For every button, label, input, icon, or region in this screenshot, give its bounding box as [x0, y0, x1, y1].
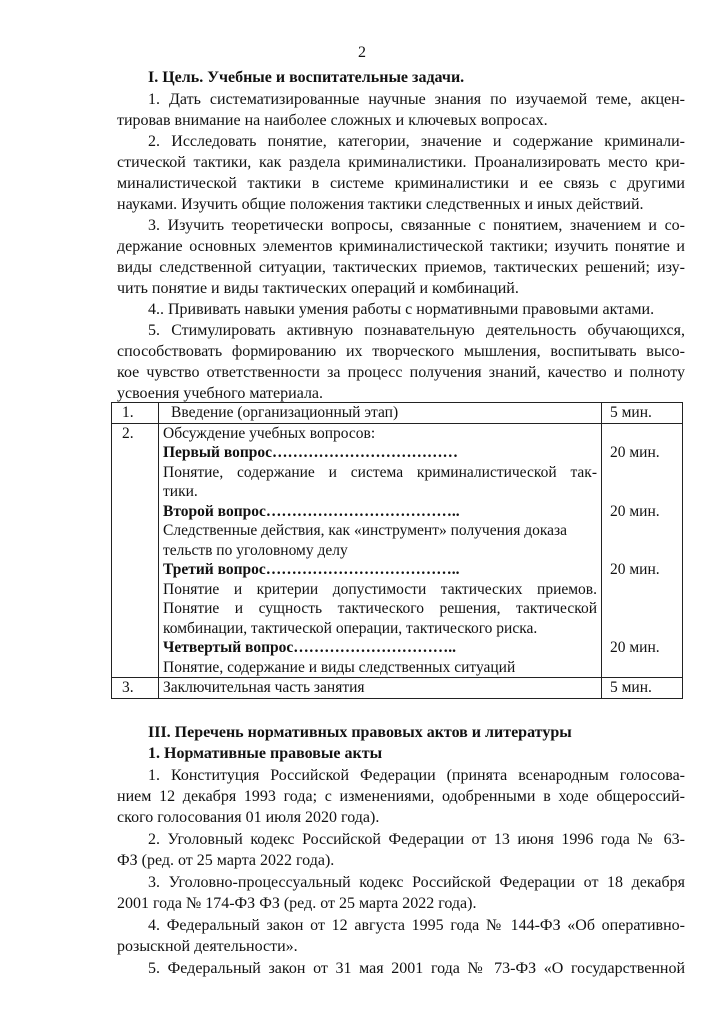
section1-line: кое чувство ответственности за процесс получения знаний, качество и полноту	[117, 364, 685, 381]
section1-line: 5. Стимулировать активную познавательную деятельность обучающихся,	[148, 322, 685, 339]
section1-line: 3. Изучить теоретически вопросы, связанные с понятием, значением и со-	[148, 217, 685, 234]
page-number: 2	[358, 44, 366, 61]
cell-text: Понятие, содержание и система криминалистической так-	[163, 463, 597, 481]
cell-text: тельств по уголовному делу	[163, 541, 348, 559]
legal-act-line: 4. Федеральный закон от 12 августа 1995 года № 144-ФЗ «Об оперативно-	[148, 917, 685, 934]
legal-act-line: розыскной деятельности».	[117, 938, 298, 955]
cell-text: Обсуждение учебных вопросов:	[163, 424, 376, 442]
section1-line: способствовать формированию их творческого мышления, воспитывать высо-	[117, 343, 685, 360]
row-number: 3.	[112, 678, 159, 699]
cell-text: Понятие и сущность тактического решения, тактической	[163, 600, 597, 617]
section1-line: 2. Исследовать понятие, категории, значение и содержание криминали-	[148, 133, 685, 150]
question-time: 20 мин.	[610, 639, 660, 656]
cell-text: тики.	[163, 483, 198, 500]
row-time	[602, 423, 683, 678]
legal-act-line: 2001 года № 174-ФЗ ФЗ (ред. от 25 марта 2022 года).	[117, 895, 477, 912]
section1-line: 4.. Прививать навыки умения работы с нормативными правовыми актами.	[148, 301, 655, 318]
row-content	[159, 678, 602, 699]
row-number: 1.	[112, 403, 159, 424]
question-time: 20 мин.	[610, 444, 660, 461]
table-row	[112, 423, 683, 678]
table-row	[112, 403, 683, 424]
section1-line: миналистической тактики в системе криминалистики и ее связь с другими	[117, 175, 685, 192]
section1-line: 1. Дать систематизированные научные знания по изучаемой теме, акцен-	[148, 91, 685, 108]
question-time: 20 мин.	[610, 561, 660, 578]
row-number: 2.	[112, 423, 159, 678]
question-title: Второй вопрос………………………………..	[163, 502, 460, 520]
table-row	[112, 678, 683, 699]
cell-text: Введение (организационный этап)	[171, 404, 399, 421]
question-time: 20 мин.	[610, 502, 660, 520]
section1-line: науками. Изучить общие положения тактики следственных и иных действий.	[117, 196, 644, 213]
legal-act-line: 5. Федеральный закон от 31 мая 2001 года № 73-ФЗ «О государственной	[148, 960, 685, 977]
legal-act-line: нием 12 декабря 1993 года; с изменениями, одобренными в ходе общероссий-	[117, 788, 685, 805]
section1-line: усвоения учебного материала.	[117, 385, 324, 402]
legal-act-line: ского голосования 01 июля 2020 года).	[117, 809, 380, 826]
section1-line: тировав внимание на наиболее сложных и ключевых вопросах.	[117, 112, 548, 129]
section1-heading: I. Цель. Учебные и воспитательные задачи.	[148, 69, 465, 86]
legal-act-line: ФЗ (ред. от 25 марта 2022 года).	[117, 852, 335, 869]
section3-heading: III. Перечень нормативных правовых актов и литературы	[148, 724, 572, 741]
cell-text: комбинации, тактической операции, тактического риска.	[163, 619, 538, 637]
question-title: Третий вопрос………………………………..	[163, 561, 460, 578]
cell-text: Понятие, содержание и виды следственных ситуаций	[163, 658, 516, 676]
section1-line: держание основных элементов криминалистической тактики; изучить понятие и	[117, 238, 685, 255]
row-content	[159, 423, 602, 678]
legal-act-line: 3. Уголовно-процессуальный кодекс Российской Федерации от 18 декабря	[148, 874, 685, 891]
section1-line: стической тактики, как раздела криминалистики. Проанализировать место кри-	[117, 154, 685, 171]
legal-act-line: 1. Конституция Российской Федерации (принята всенародным голосова-	[148, 767, 685, 784]
row-time: 5 мин.	[602, 678, 683, 699]
question-title: Четвертый вопрос…………………………..	[163, 639, 457, 656]
cell-text: Заключительная часть занятия	[163, 679, 365, 696]
cell-text: Понятие и критерии допустимости тактических приемов.	[163, 580, 597, 598]
section1-line: чить понятие и виды тактических операций и комбинаций.	[117, 280, 519, 297]
legal-act-line: 2. Уголовный кодекс Российской Федерации от 13 июня 1996 года № 63-	[148, 831, 685, 848]
cell-text: Следственные действия, как «инструмент» получения доказа	[163, 522, 568, 539]
row-time: 5 мин.	[602, 403, 683, 424]
lesson-plan-table	[111, 402, 683, 699]
question-title: Первый вопрос………………………………	[163, 444, 459, 461]
row-content	[159, 403, 602, 424]
section3-subheading: 1. Нормативные правовые акты	[148, 745, 383, 762]
section1-line: виды следственной ситуации, тактических приемов, тактических решений; изу-	[117, 259, 685, 276]
